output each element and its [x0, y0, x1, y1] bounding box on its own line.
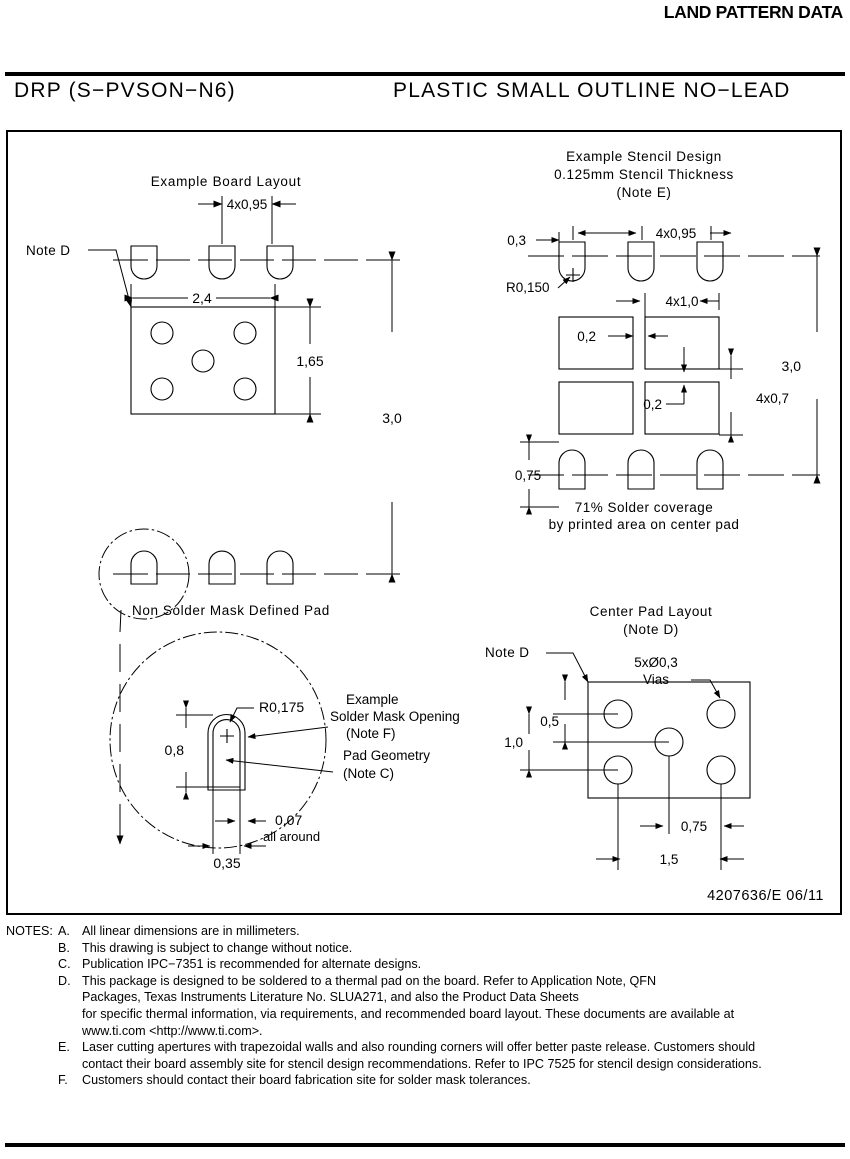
stencil-center-aperture-tr	[645, 317, 719, 369]
board-via-tl	[151, 322, 173, 344]
stencil-aperture-bottom-3	[697, 450, 723, 489]
center-pad-title-line1: Center Pad Layout	[589, 604, 713, 619]
board-pad-bottom-1	[131, 551, 157, 584]
dim-center-row-offset: 0,5	[540, 714, 559, 729]
note-letter-f: F.	[58, 1073, 68, 1088]
footer-rule	[5, 1143, 845, 1147]
dim-stencil-pitch: 4x0,95	[655, 226, 697, 241]
note-letter-b: B.	[58, 940, 70, 955]
pad-callout-leader	[226, 760, 333, 772]
center-pad-title-line2: (Note D)	[623, 622, 679, 637]
stencil-center-aperture-bl	[559, 382, 633, 434]
drawing-frame	[6, 130, 842, 915]
note-d-line-3: for specific thermal information, via requirements, and recommended board layout. These documents are available at	[82, 1006, 735, 1021]
center-pad-vias-line2: Vias	[642, 672, 670, 687]
notes-label: NOTES:	[6, 924, 53, 938]
note-letter-e: E.	[58, 1040, 70, 1055]
drawing-number: 4207636/E 06/11	[707, 888, 824, 904]
dim-board-overall: 3,0	[382, 410, 402, 426]
board-note-d-label: Note D	[26, 243, 71, 258]
header-rule-top	[5, 72, 845, 76]
dim-pad-radius: R0,175	[259, 699, 305, 715]
page-title: LAND PATTERN DATA	[663, 2, 843, 22]
dim-stencil-aperture-width: 4x1,0	[665, 294, 699, 309]
note-d-line-4: www.ti.com <http://www.ti.com>.	[82, 1023, 263, 1038]
dim-board-pad-height: 1,65	[296, 353, 324, 369]
board-via-tr	[234, 322, 256, 344]
dim-stencil-radius: R0,150	[506, 280, 550, 295]
note-row-b	[6, 940, 844, 957]
land-pattern-drawing	[8, 132, 840, 913]
note-letter-a: A.	[58, 924, 70, 938]
board-via-br	[234, 378, 256, 400]
dim-stencil-aperture-height: 4x0,7	[756, 391, 790, 406]
package-code: DRP (S−PVSON−N6)	[14, 79, 236, 102]
stencil-title-line1: Example Stencil Design	[566, 149, 722, 164]
dim-pad-width: 0,35	[213, 855, 241, 871]
note-text-a: All linear dimensions are in millimeters.	[82, 924, 300, 938]
callout-mask-line1: Example	[346, 692, 399, 707]
board-pad-top-2	[209, 246, 235, 279]
note-row-a	[6, 923, 844, 940]
center-pad-vias-leader	[691, 680, 720, 698]
dim-board-pitch: 4x0,95	[226, 197, 268, 212]
dim-stencil-overall: 3,0	[781, 358, 801, 374]
center-pad-note-d-label: Note D	[485, 645, 530, 660]
callout-pad-line2: (Note C)	[343, 766, 395, 781]
dim-stencil-bottom: 0,75	[514, 468, 542, 483]
note-row-e	[6, 1039, 844, 1056]
board-center-pad	[131, 307, 275, 414]
dim-center-col-pitch: 1,5	[659, 852, 679, 867]
stencil-aperture-bottom-2	[628, 450, 654, 489]
board-pad-bottom-3	[267, 551, 293, 584]
center-pad-vias-line1: 5xØ0,3	[634, 655, 678, 670]
note-text-b: This drawing is subject to change without notice.	[82, 940, 353, 955]
dim-board-width: 2,4	[192, 290, 212, 306]
stencil-title-line2: 0.125mm Stencil Thickness	[554, 167, 734, 182]
note-d-line-2: Packages, Texas Instruments Literature No. SLUA271, and also the Product Data Sheets	[82, 990, 579, 1005]
note-row-f	[6, 1072, 844, 1089]
stencil-title-line3: (Note E)	[616, 185, 672, 200]
note-letter-c: C.	[58, 957, 71, 972]
note-text-d: This package is designed to be soldered to a thermal pad on the board. Refer to Application Note, QFN	[82, 973, 657, 988]
detail-leader-line	[120, 610, 121, 822]
note-row-d	[6, 973, 844, 990]
dim-pad-height: 0,8	[164, 742, 184, 758]
pad-detail-title: Non Solder Mask Defined Pad	[132, 603, 330, 618]
package-header-row	[0, 79, 850, 113]
stencil-center-aperture-tl	[559, 317, 633, 369]
board-note-d-leader-line	[88, 250, 131, 307]
dim-stencil-edge: 0,3	[507, 233, 526, 248]
dim-stencil-gap-h: 0,2	[577, 329, 596, 344]
stencil-aperture-bottom-1	[559, 450, 585, 489]
coverage-line2: by printed area on center pad	[548, 517, 740, 532]
dim-center-col-offset: 0,75	[680, 819, 708, 834]
package-description: PLASTIC SMALL OUTLINE NO−LEAD	[393, 79, 791, 102]
coverage-line1: 71% Solder coverage	[574, 500, 714, 515]
center-pad-note-d-leader	[546, 653, 588, 682]
callout-pad-line1: Pad Geometry	[343, 748, 431, 763]
pad-center-mark	[220, 729, 234, 743]
board-via-c	[192, 350, 214, 372]
note-text-e: Laser cutting apertures with trapezoidal walls and also rounding corners will offer better paste release. Customers should	[82, 1040, 756, 1055]
stencil-aperture-top-2	[628, 242, 654, 281]
dim-center-row-pitch: 1,0	[504, 735, 523, 750]
pad-radius-leader	[230, 708, 254, 722]
board-pad-top-3	[267, 246, 293, 279]
note-e-line-2: contact their board assembly site for stencil design recommendations. Refer to IPC 7525 for stencil design considerations.	[82, 1056, 762, 1071]
board-layout-title: Example Board Layout	[150, 174, 302, 189]
callout-mask-line2: Solder Mask Opening	[330, 709, 460, 724]
note-letter-d: D.	[58, 973, 71, 988]
dim-stencil-gap-v: 0,2	[643, 397, 662, 412]
center-pad-via-tr	[707, 700, 735, 728]
note-row-c	[6, 956, 844, 973]
dim-pad-clearance: 0,07	[275, 812, 303, 828]
board-pad-bottom-2	[209, 551, 235, 584]
note-text-c: Publication IPC−7351 is recommended for alternate designs.	[82, 957, 422, 972]
mask-callout-leader	[248, 727, 328, 737]
notes-block	[6, 923, 844, 1089]
board-via-bl	[151, 378, 173, 400]
note-text-f: Customers should contact their board fabrication site for solder mask tolerances.	[82, 1073, 531, 1088]
callout-mask-line3: (Note F)	[346, 726, 396, 741]
stencil-aperture-top-3	[697, 242, 723, 281]
board-pad-top-1	[131, 246, 157, 279]
dim-pad-clearance-note: all around	[263, 829, 321, 844]
center-pad-via-br	[707, 756, 735, 784]
